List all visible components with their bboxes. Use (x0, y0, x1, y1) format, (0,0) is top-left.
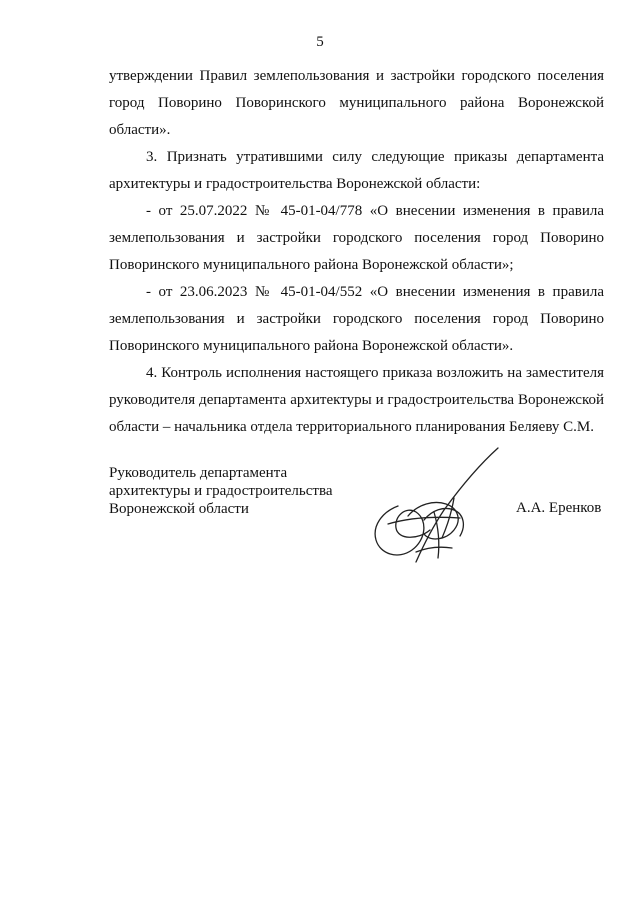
handwritten-signature (368, 446, 508, 576)
list-item-1-line-3: Поворинского муниципального района Воронежской области»; (109, 257, 514, 273)
para3-line-1: 3. Признать утратившими силу следующие приказы департамента (146, 149, 604, 165)
list-item-1-line-1: - от 25.07.2022 № 45-01-04/778 «О внесении изменения в правила (146, 203, 604, 219)
signer-position-line-1: Руководитель департамента (109, 465, 288, 481)
para1-line-3: области». (109, 122, 171, 138)
para4-line-3: области – начальника отдела территориального планирования Беляеву С.М. (109, 419, 594, 435)
para1-line-2: город Поворино Поворинского муниципального района Воронежской (109, 95, 604, 111)
signer-position-line-3: Воронежской области (109, 501, 249, 517)
list-item-2-line-3: Поворинского муниципального района Воронежской области». (109, 338, 514, 354)
para3-line-2: архитектуры и градостроительства Воронежской области: (109, 176, 481, 192)
para4-line-2: руководителя департамента архитектуры и градостроительства Воронежской (109, 392, 604, 408)
page-number: 5 (316, 34, 324, 50)
signer-name: А.А. Еренков (516, 500, 602, 516)
list-item-1-line-2: землепользования и застройки городского поселения город Поворино (109, 230, 604, 246)
signer-position-line-2: архитектуры и градостроительства (109, 483, 333, 499)
para4-line-1: 4. Контроль исполнения настоящего приказа возложить на заместителя (146, 365, 604, 381)
para1-line-1: утверждении Правил землепользования и застройки городского поселения (109, 68, 604, 84)
list-item-2-line-2: землепользования и застройки городского поселения город Поворино (109, 311, 604, 327)
list-item-2-line-1: - от 23.06.2023 № 45-01-04/552 «О внесении изменения в правила (146, 284, 604, 300)
